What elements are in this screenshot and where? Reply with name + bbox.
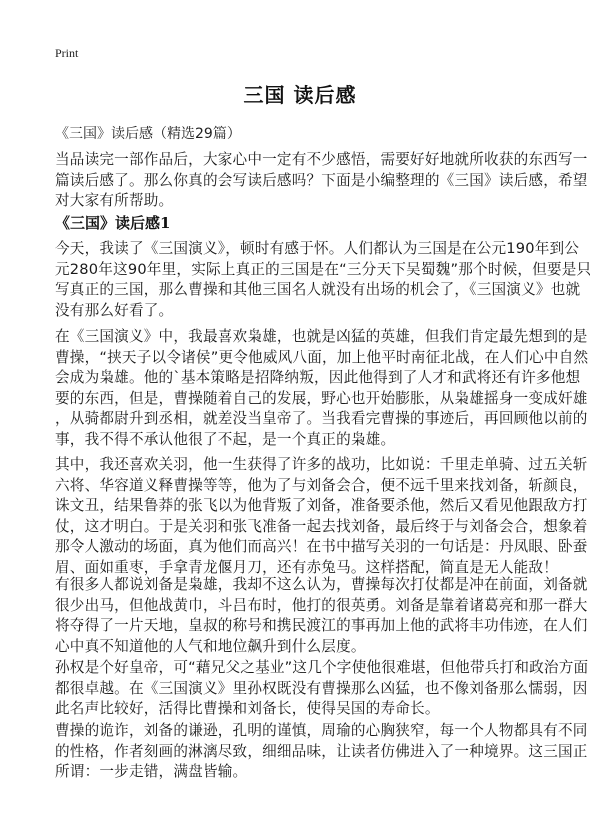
paragraph-5 [55, 658, 589, 720]
paragraph-1 [55, 239, 592, 321]
text-line: 元280年这90年里，实际上真正的三国是在“三分天下吴蜀魏”那个时候，但要是只 [55, 260, 592, 278]
text-line: 的性格，作者刻画的淋漓尽致，细细品味，让读者仿佛进入了一种境界。这三国正 [55, 742, 588, 760]
text-line: 那令人激动的场面，真为他们而高兴！在书中描写关羽的一句话是：丹凤眼、卧蚕 [55, 538, 588, 556]
text-line: 将夺得了一片天地，皇叔的称号和携民渡江的事再加上他的武将丰功伟迹，在人们 [55, 617, 588, 635]
text-line: 会成为枭雄。他的`基本策略是招降纳叛，因此他得到了人才和武将还有许多他想 [55, 369, 581, 387]
text-line: 今天，我读了《三国演义》，顿时有感于怀。人们都认为三国是在公元190年到公 [55, 240, 580, 257]
text-line: 写真正的三国，那么曹操和其他三国名人就没有出场的机会了，《三国演义》也就 [55, 281, 581, 299]
section-heading: 《三国》读后感1 [55, 214, 171, 232]
text-line: 心中真不知道他的人气和地位飙升到什么层度。 [55, 637, 366, 655]
text-line: ，从骑都尉升到丞相，就差没当皇帝了。当我看完曹操的事迹后，再回顾他以前的 [55, 410, 588, 428]
paragraph-4 [55, 575, 588, 657]
text-line: 很少出马，但他战黄巾，斗吕布时，他打的很英勇。刘备是靠着诸葛亮和那一群大 [55, 596, 588, 614]
text-line: 诛文丑，结果鲁莽的张飞以为他背叛了刘备，准备要杀他，然后又看见他跟敌方打 [55, 497, 588, 515]
text-line: 在《三国演义》中，我最喜欢枭雄，也就是凶猛的英雄，但我们肯定最先想到的是 [55, 328, 588, 345]
text-line: 仗，这才明白。于是关羽和张飞准备一起去找刘备，最后终于与刘备会合，想象着 [55, 517, 588, 535]
text-line: 有很多人都说刘备是枭雄，我却不这么认为，曹操每次打仗都是冲在前面，刘备就 [55, 576, 588, 593]
print-label: Print [55, 46, 79, 60]
page-title: 三国 读后感 [243, 83, 357, 107]
paragraph-3 [55, 455, 588, 579]
text-line: 此名声比较好，活得比曹操和刘备长，使得吴国的寿命长。 [55, 700, 440, 718]
text-line: 所谓：一步走错，满盘皆输。 [55, 763, 248, 781]
text-line: 要的东西，但是，曹操随着自己的发展，野心也开始膨胀，从枭雄摇身一变成奸雄 [55, 389, 588, 407]
text-line: 篇读后感了。那么你真的会写读后感吗？下面是小编整理的《三国》读后感，希望 [55, 171, 588, 189]
text-line: 曹操的诡诈，刘备的谦逊，孔明的谨慎，周瑜的心胸狭窄，每一个人物都具有不同 [55, 722, 588, 739]
intro-paragraph [55, 150, 588, 212]
text-line: 都很卓越。在《三国演义》里孙权既没有曹操那么凶猛，也不像刘备那么懦弱，因 [55, 679, 588, 697]
text-line: 其中，我还喜欢关羽，他一生获得了许多的战功，比如说：千里走单骑、过五关斩 [55, 456, 588, 473]
text-line: 当品读完一部作品后，大家心中一定有不少感悟，需要好好地就所收获的东西写一 [55, 151, 588, 168]
text-line: 对大家有所帮助。 [55, 192, 174, 210]
text-line: 孙权是个好皇帝，可“藉兄父之基业”这几个字使他很难堪，但他带兵打和政治方面 [55, 659, 589, 676]
document-subtitle: 《三国》读后感（精选29篇） [55, 126, 241, 142]
paragraph-2 [55, 327, 589, 451]
text-line: 事，我不得不承认他很了不起，是一个真正的枭雄。 [55, 430, 396, 448]
text-line: 没有那么好看了。 [55, 301, 174, 319]
text-line: 眉、面如重枣，手拿青龙偃月刀，还有赤兔马。这样搭配，简直是无人能敌！ [55, 558, 558, 576]
text-line: 曹操，“挟天子以令诸侯”更令他威风八面，加上他平时南征北战，在人们心中自然 [55, 348, 589, 366]
paragraph-6 [55, 721, 588, 783]
text-line: 六将、华容道义释曹操等等，他为了与刘备会合，便不远千里来找刘备，斩颜良， [55, 476, 588, 494]
